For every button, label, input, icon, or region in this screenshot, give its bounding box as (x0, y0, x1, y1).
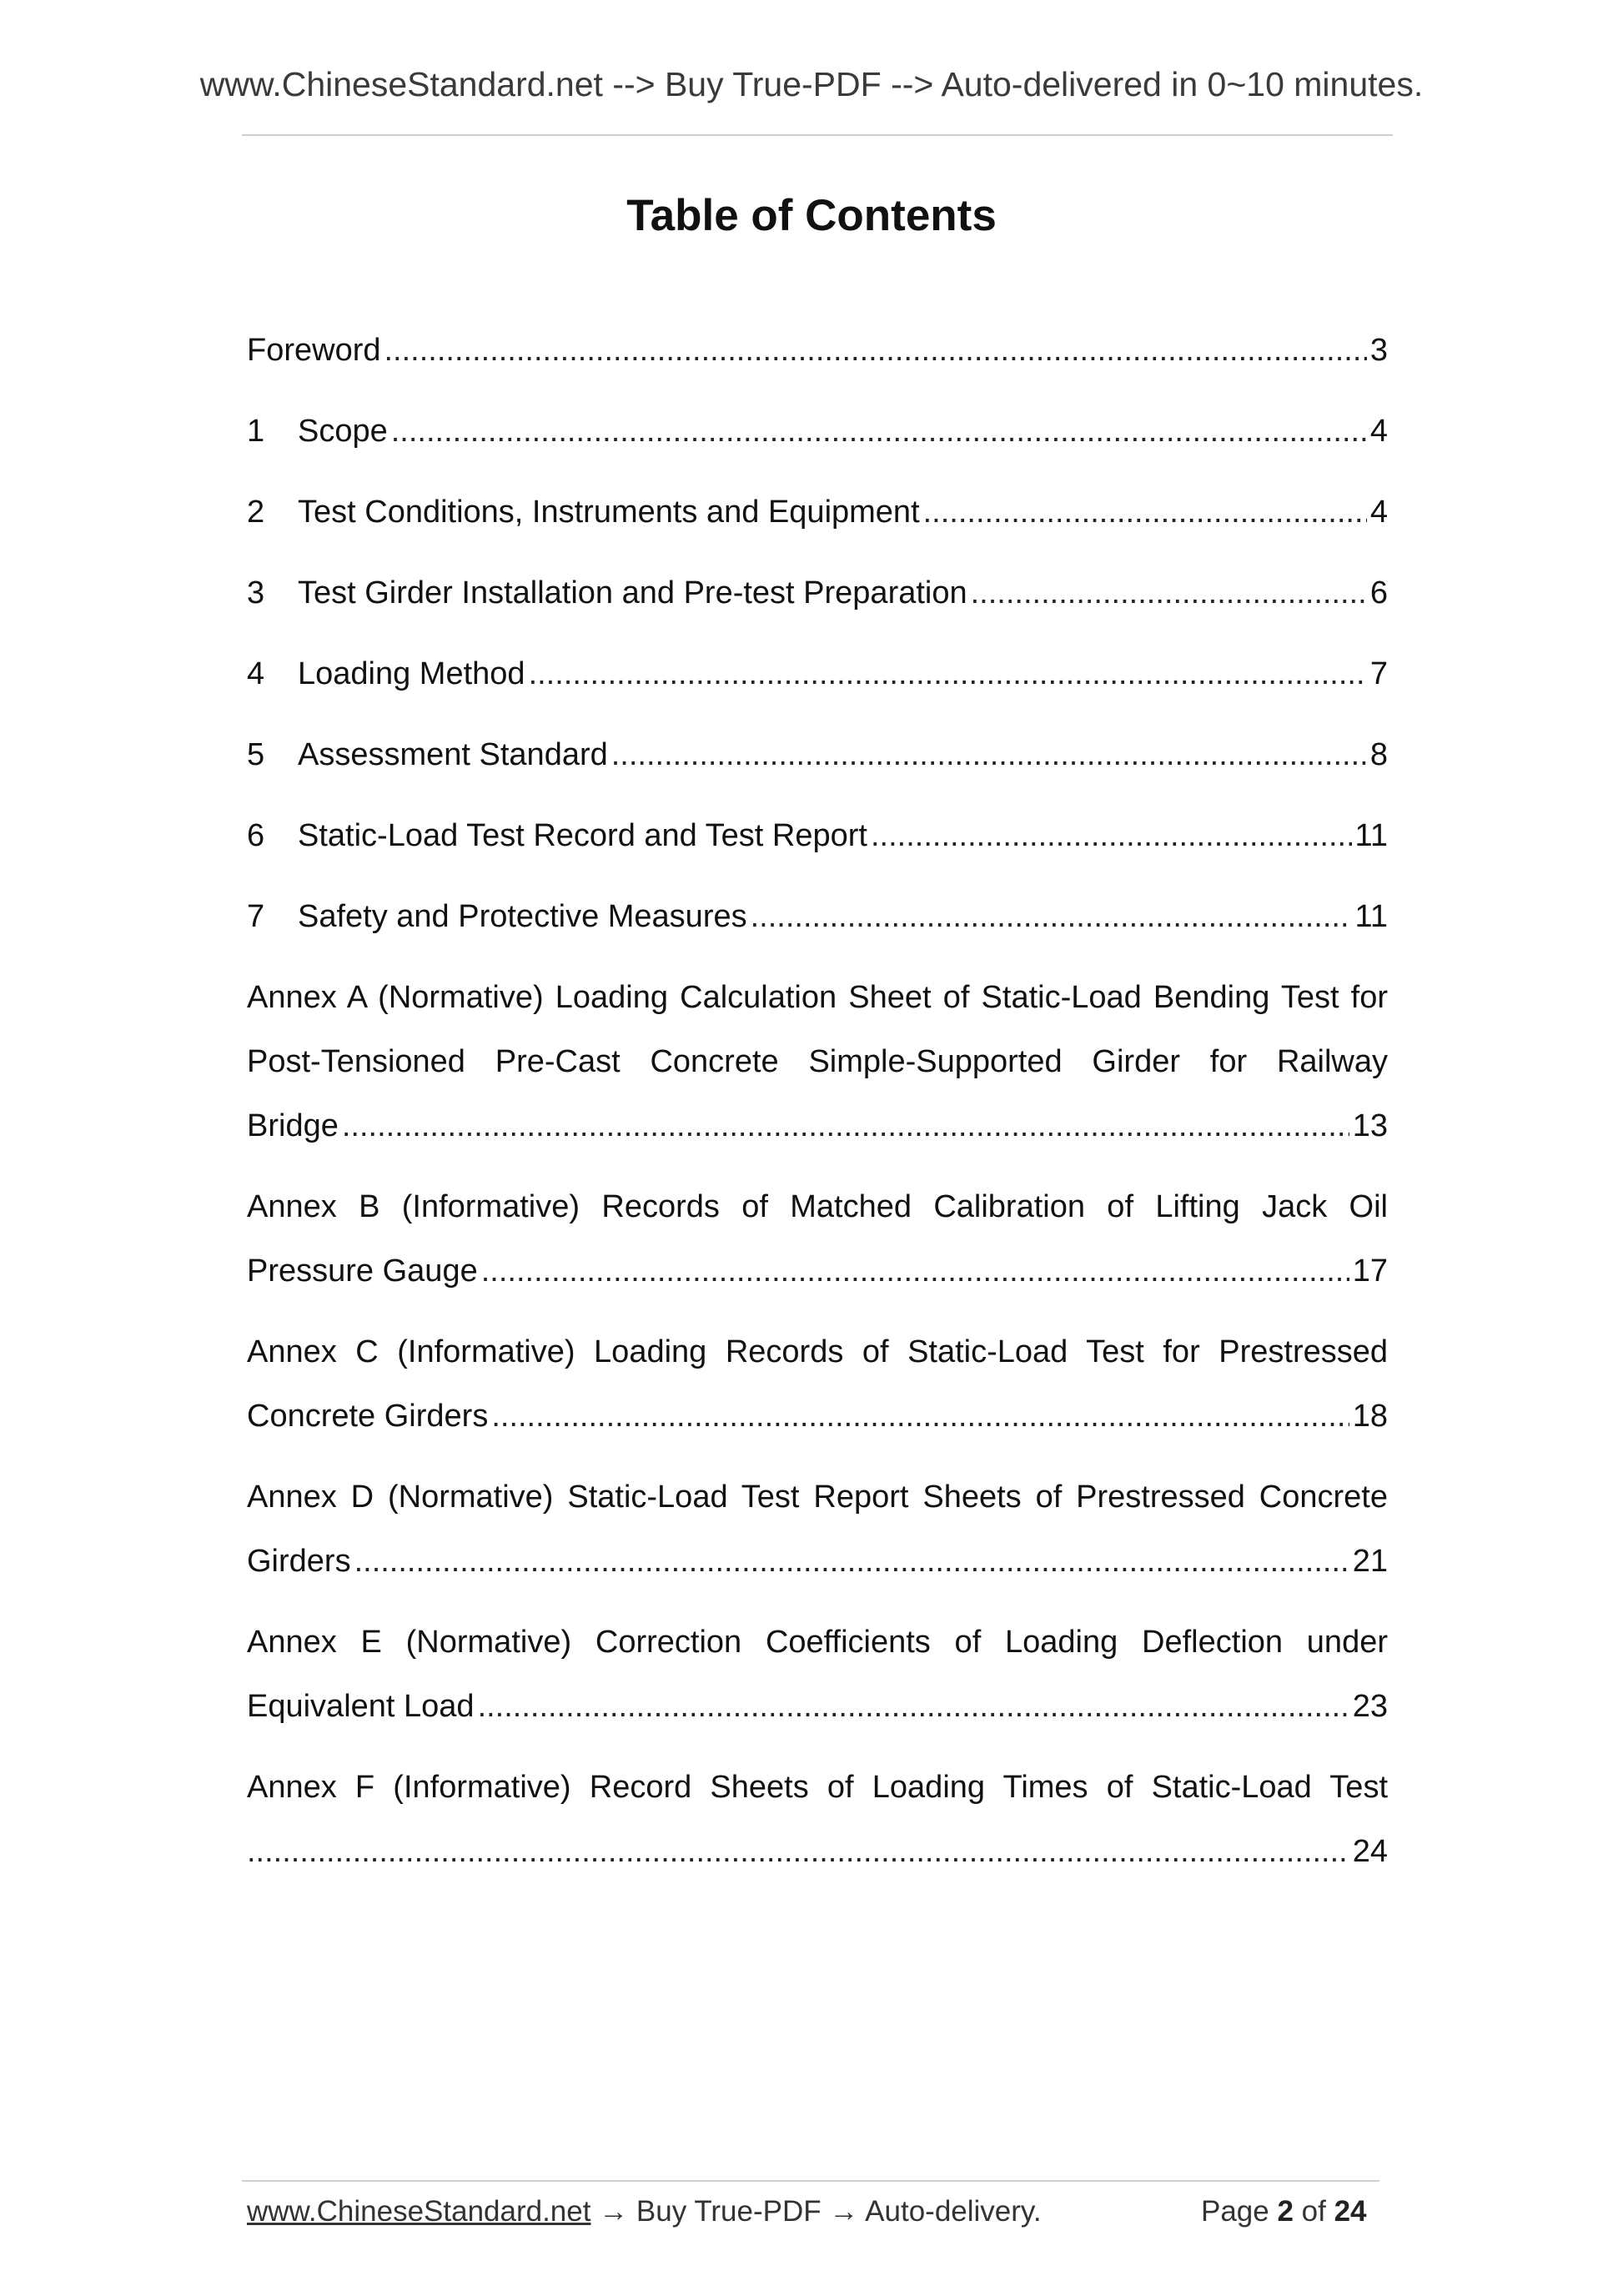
toc-entry-annex-a[interactable] (247, 966, 1388, 1158)
toc-entry-text-last: Bridge (247, 1108, 339, 1143)
toc-entry-text: Scope (298, 414, 388, 449)
toc-entry-annex-b[interactable] (247, 1175, 1388, 1304)
toc-entry-text: Loading Method (298, 656, 525, 691)
top-banner: www.ChineseStandard.net --> Buy True-PDF --> Auto-delivered in 0~10 minutes. (199, 65, 1424, 103)
toc-entry-annex-d[interactable] (247, 1465, 1388, 1594)
toc-entry-loading-method[interactable] (247, 642, 1388, 706)
page-of: of (1293, 2195, 1334, 2228)
toc-entry-text-last: Equivalent Load (247, 1689, 475, 1724)
dot-leader (354, 1530, 1349, 1594)
dot-leader (391, 399, 1367, 464)
toc-entry-page: 3 (1369, 333, 1388, 368)
toc-entry-test-record-report[interactable] (247, 804, 1388, 868)
dot-leader (478, 1675, 1349, 1739)
dot-leader (871, 804, 1352, 868)
toc-entry-text-last: Concrete Girders (247, 1399, 489, 1434)
toc-entry-number: 5 (247, 737, 265, 772)
toc-entry-number: 3 (247, 575, 265, 610)
toc-entry-text-last: Girders (247, 1544, 351, 1579)
toc-entry-page: 11 (1354, 899, 1388, 934)
toc-entry-text: Foreword (247, 333, 381, 368)
toc-entry-text: Annex B (Informative) Records of Matched Calibration of Lifting Jack Oil (247, 1189, 1388, 1224)
header-divider (242, 134, 1393, 136)
toc-entry-page: 6 (1369, 575, 1388, 610)
toc-entry-text: Safety and Protective Measures (298, 899, 747, 934)
toc-entry-page: 8 (1369, 737, 1388, 772)
toc-entry-safety-measures[interactable] (247, 885, 1388, 949)
toc-entry-page: 11 (1354, 818, 1388, 853)
toc-entry-assessment-standard[interactable] (247, 723, 1388, 787)
dot-leader (247, 1820, 1349, 1884)
toc-entry-text: Test Conditions, Instruments and Equipment (298, 495, 920, 530)
toc-entry-foreword[interactable] (247, 319, 1388, 383)
toc-entry-scope[interactable] (247, 399, 1388, 464)
toc-entry-page: 23 (1352, 1689, 1388, 1724)
toc-entry-number: 7 (247, 899, 265, 934)
toc-entry-number: 2 (247, 495, 265, 530)
toc-entry-text: Assessment Standard (298, 737, 608, 772)
toc-entry-text-continued: Post-Tensioned Pre-Cast Concrete Simple-Supported Girder for Railway (247, 1044, 1388, 1079)
toc-entry-annex-e[interactable] (247, 1610, 1388, 1739)
dot-leader (342, 1094, 1349, 1158)
toc-entry-annex-f[interactable] (247, 1756, 1388, 1884)
total-pages: 24 (1334, 2195, 1367, 2228)
toc-entry-annex-c[interactable] (247, 1320, 1388, 1449)
page-prefix: Page (1201, 2195, 1278, 2228)
footer-left (247, 2195, 1042, 2228)
toc-entry-text: Annex D (Normative) Static-Load Test Report Sheets of Prestressed Concrete (247, 1480, 1388, 1515)
toc-entry-page: 7 (1369, 656, 1388, 691)
dot-leader (971, 561, 1367, 625)
dot-leader (481, 1239, 1349, 1304)
toc-entry-number: 6 (247, 818, 265, 853)
footer-site-link[interactable]: www.ChineseStandard.net (247, 2195, 591, 2228)
toc-entry-text: Static-Load Test Record and Test Report (298, 818, 867, 853)
dot-leader (611, 723, 1367, 787)
dot-leader (923, 480, 1367, 545)
toc-entry-page: 21 (1352, 1544, 1388, 1579)
toc-entry-test-conditions[interactable] (247, 480, 1388, 545)
toc-entry-page: 4 (1369, 414, 1388, 449)
toc-entry-page: 13 (1352, 1108, 1388, 1143)
footer-tagline: → Buy True-PDF → Auto-delivery. (590, 2195, 1042, 2228)
toc-entry-page: 24 (1352, 1834, 1388, 1869)
footer-divider (242, 2180, 1379, 2182)
toc-entry-number: 1 (247, 414, 265, 449)
toc-entry-page: 18 (1352, 1399, 1388, 1434)
toc-entry-text: Annex E (Normative) Correction Coefficients of Loading Deflection under (247, 1625, 1388, 1660)
dot-leader (491, 1384, 1349, 1449)
toc-entry-page: 4 (1369, 495, 1388, 530)
toc-entry-text-last: Pressure Gauge (247, 1254, 478, 1289)
toc-entry-number: 4 (247, 656, 265, 691)
dot-leader (529, 642, 1367, 706)
dot-leader (751, 885, 1352, 949)
toc-entry-text: Annex C (Informative) Loading Records of Static-Load Test for Prestressed (247, 1334, 1388, 1369)
page-indicator (1201, 2195, 1367, 2228)
toc-entry-text: Annex F (Informative) Record Sheets of Loading Times of Static-Load Test (247, 1770, 1388, 1805)
toc-entry-text: Test Girder Installation and Pre-test Preparation (298, 575, 967, 610)
current-page: 2 (1277, 2195, 1294, 2228)
page-title: Table of Contents (626, 191, 997, 240)
toc-entry-girder-installation[interactable] (247, 561, 1388, 625)
toc-entry-text: Annex A (Normative) Loading Calculation Sheet of Static-Load Bending Test for (247, 980, 1388, 1015)
dot-leader (384, 319, 1367, 383)
toc-entry-page: 17 (1352, 1254, 1388, 1289)
